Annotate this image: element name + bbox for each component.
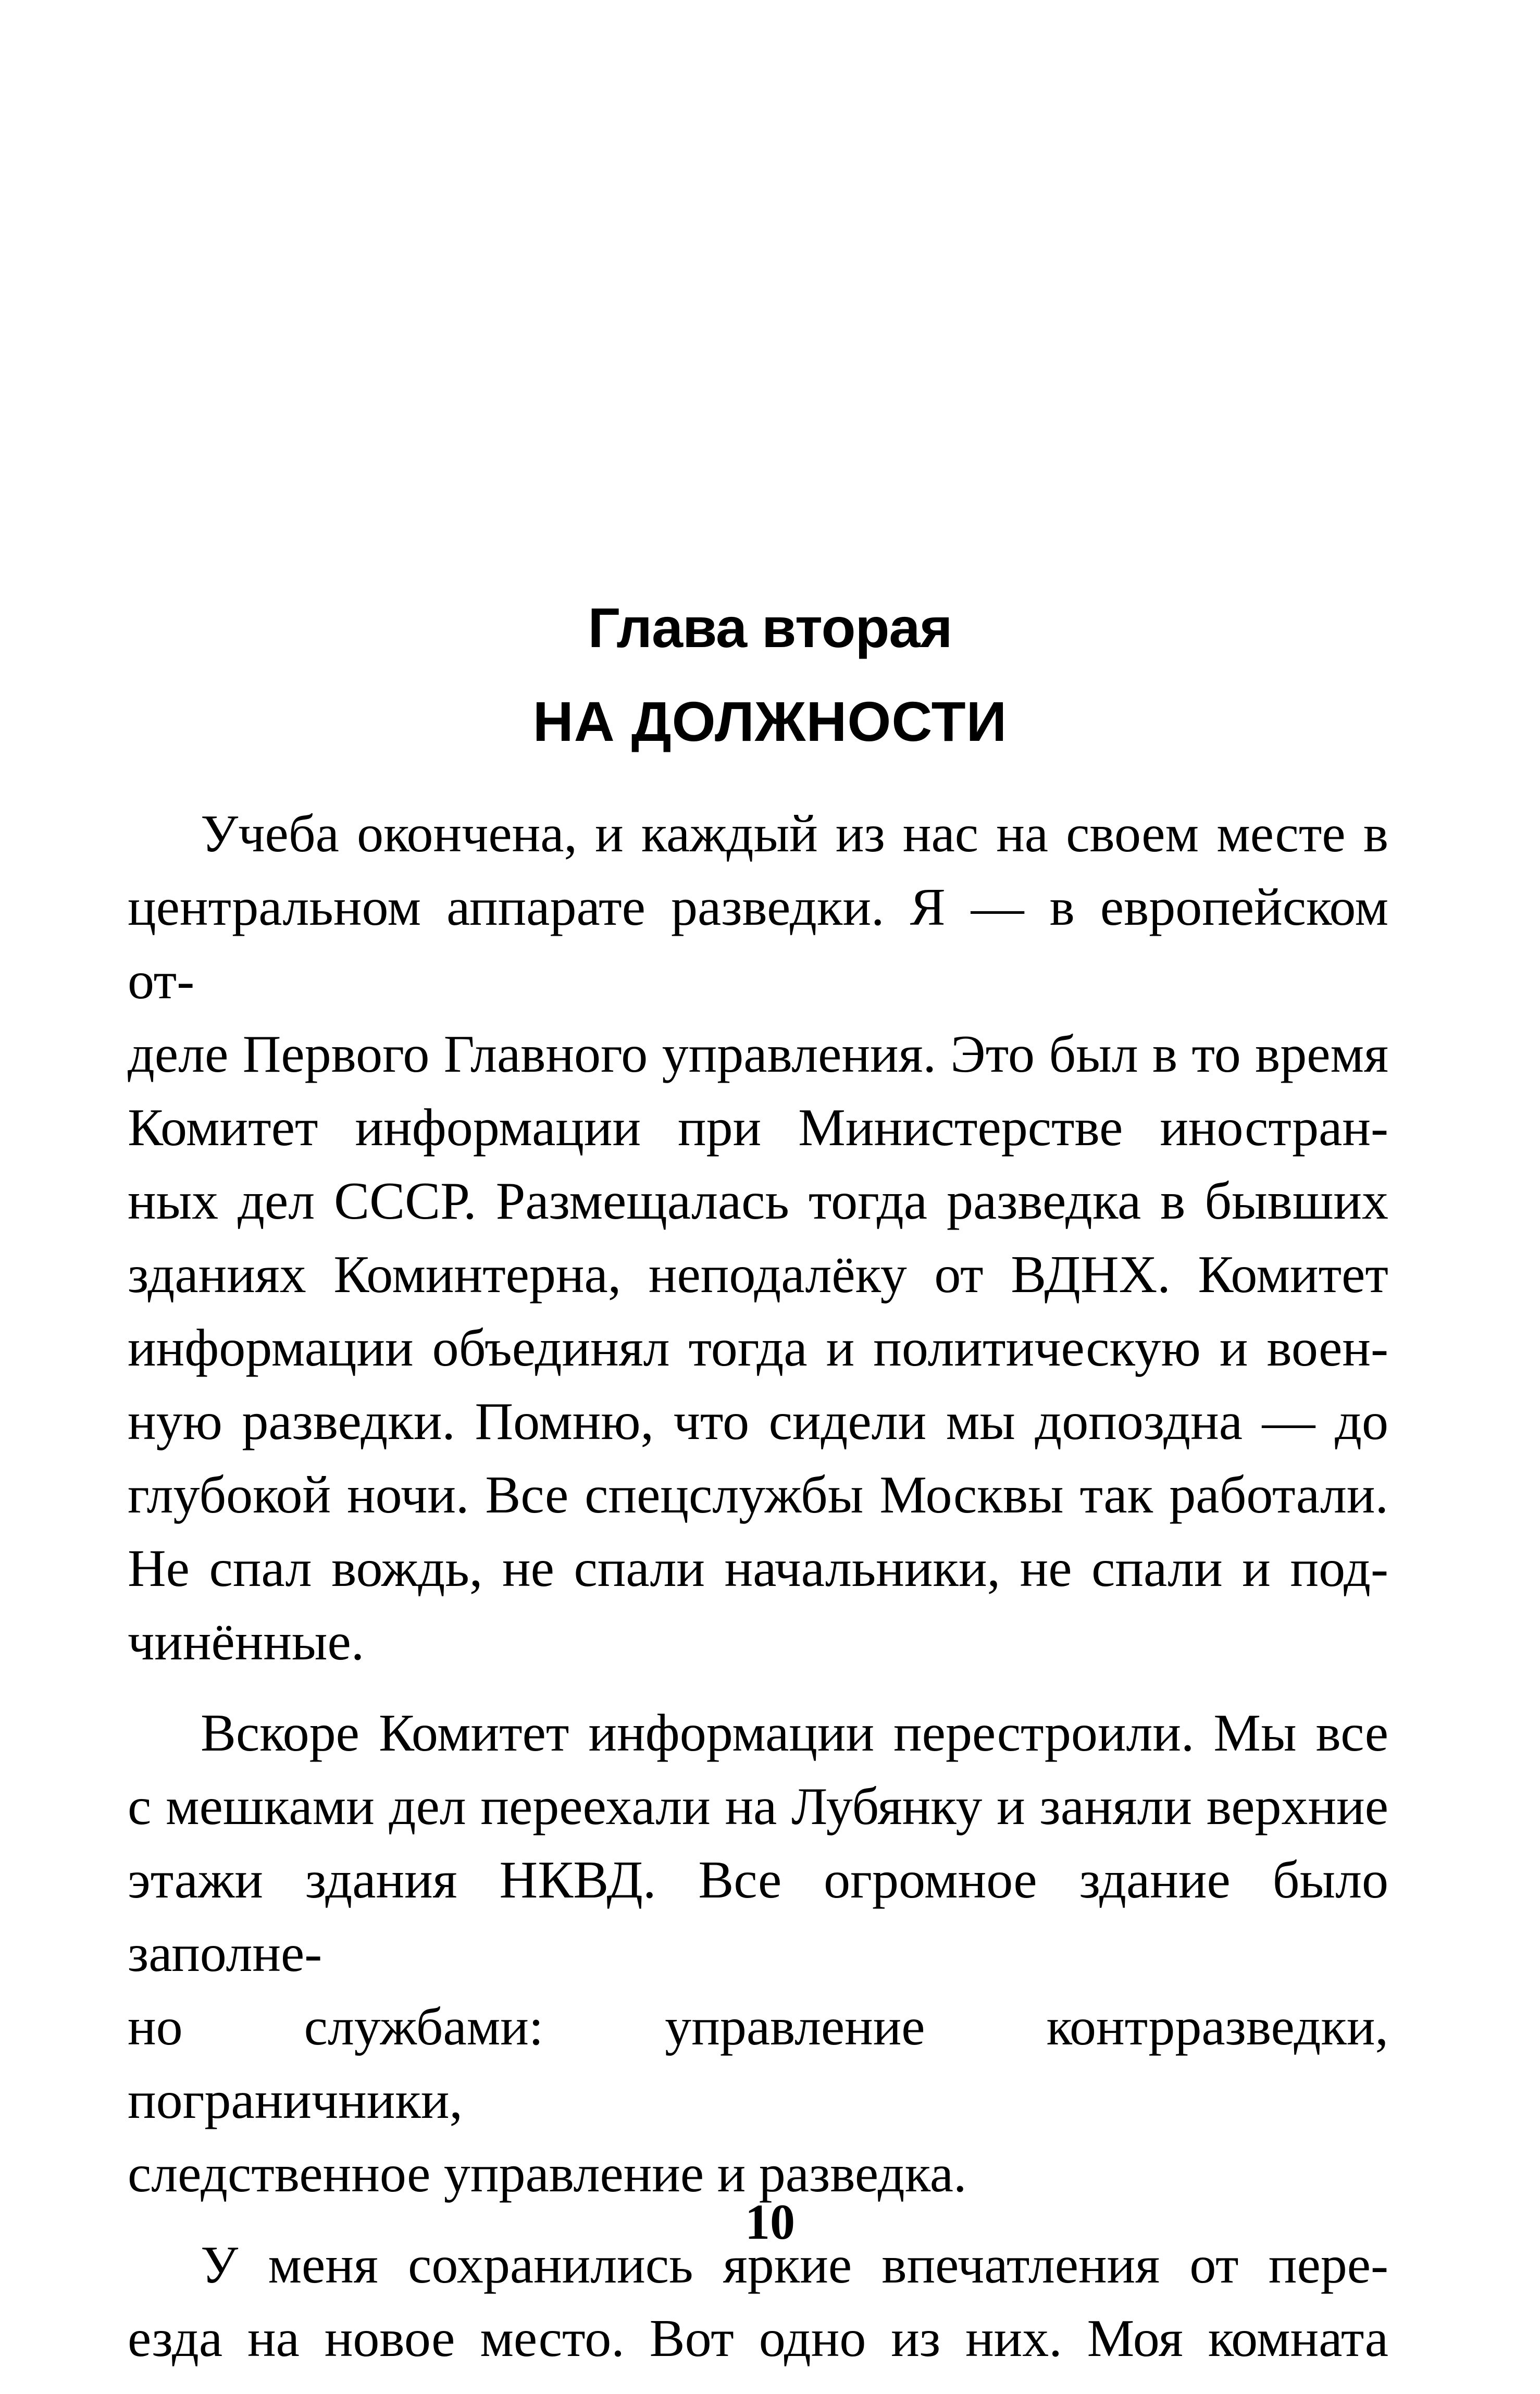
text-line: чинённые. xyxy=(128,1612,365,1671)
text-line: ных дел СССР. Размещалась тогда разведка в бывших xyxy=(128,1172,1388,1231)
body-text xyxy=(128,797,1388,2393)
text-line: информации объединял тогда и политическую и воен- xyxy=(128,1319,1388,1378)
text-line: центральном аппарате разведки. Я — в европейском от- xyxy=(128,878,1388,1010)
text-line: следственное управление и разведка. xyxy=(128,2144,967,2203)
chapter-label: Глава вторая xyxy=(588,596,952,659)
chapter-title: НА ДОЛЖНОСТИ xyxy=(532,690,1008,753)
text-line: ную разведки. Помню, что сидели мы допоздна — до xyxy=(128,1392,1388,1451)
text-line: Комитет информации при Министерстве иностран- xyxy=(128,1098,1388,1157)
paragraph-2 xyxy=(128,1696,1388,2211)
text-line: Учеба окончена, и каждый из нас на своем месте в xyxy=(201,804,1388,863)
text-line: Вскоре Комитет информации перестроили. Мы все xyxy=(201,1704,1388,1763)
page-number: 10 xyxy=(745,2194,795,2250)
text-line: с мешками дел переехали на Лубянку и заняли верхние xyxy=(128,1777,1388,1836)
text-line: зданиях Коминтерна, неподалёку от ВДНХ. Комитет xyxy=(128,1245,1388,1304)
text-line: деле Первого Главного управления. Это был в то время xyxy=(128,1025,1388,1084)
paragraph-1 xyxy=(128,797,1388,1679)
text-line: У меня сохранились яркие впечатления от пере- xyxy=(201,2236,1388,2294)
text-line: Не спал вождь, не спали начальники, не спали и под- xyxy=(128,1539,1388,1598)
text-line: глубокой ночи. Все спецслужбы Москвы так работали. xyxy=(128,1466,1388,1524)
text-line: езда на новое место. Вот одно из них. Моя комната xyxy=(128,2309,1388,2368)
text-line: этажи здания НКВД. Все огромное здание было заполне- xyxy=(128,1851,1388,1983)
text-line: но службами: управление контрразведки, пограничники, xyxy=(128,1998,1388,2130)
